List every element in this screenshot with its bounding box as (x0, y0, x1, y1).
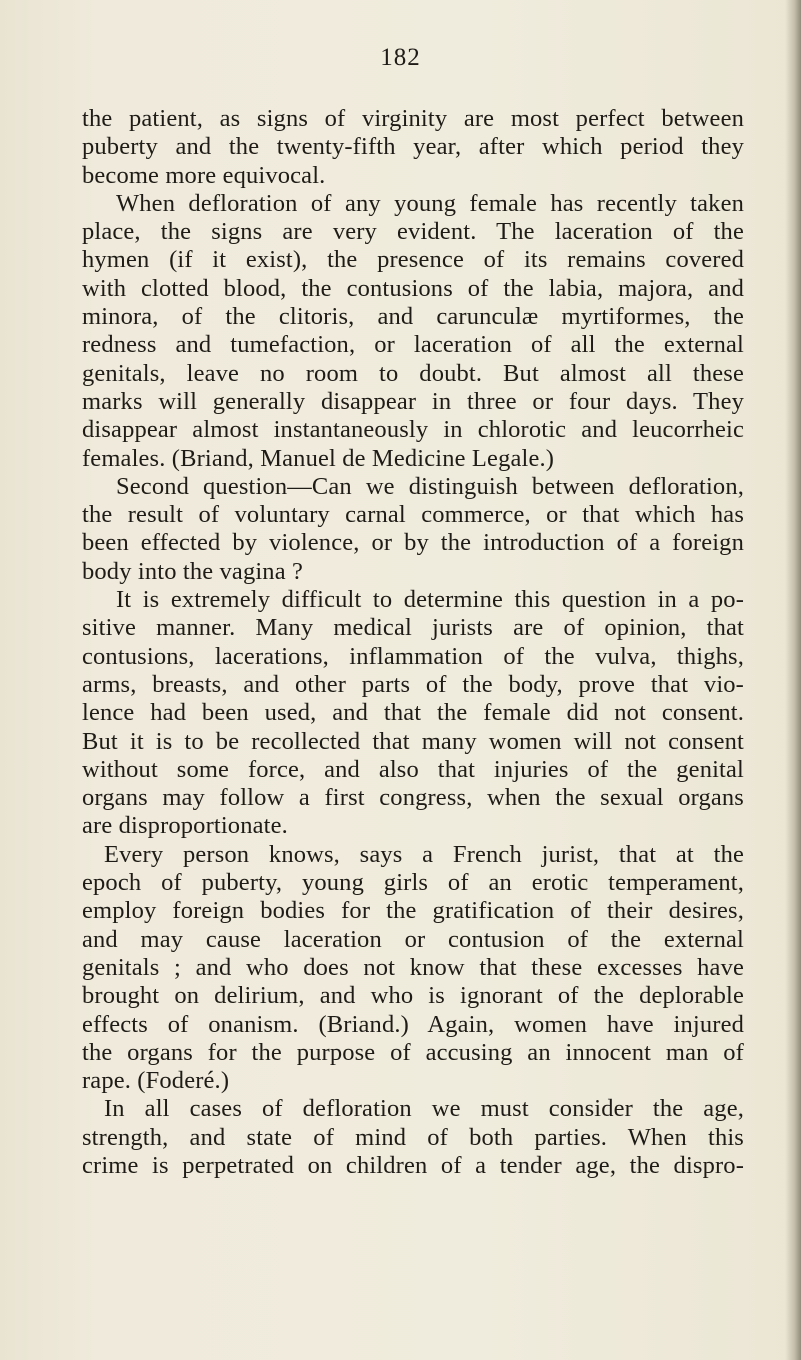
text-line: But it is to be recollected that many women will not consent (82, 727, 744, 755)
text-line: crime is perpetrated on children of a tender age, the dispro- (82, 1151, 744, 1179)
text-line: strength, and state of mind of both parties. When this (82, 1123, 744, 1151)
text-line: the result of voluntary carnal commerce, or that which has (82, 501, 744, 529)
text-line: minora, of the clitoris, and carunculæ myrtiformes, the (82, 303, 744, 331)
text-line: with clotted blood, the contusions of the labia, majora, and (82, 274, 744, 302)
text-line: contusions, lacerations, inflammation of the vulva, thighs, (82, 642, 744, 670)
text-line: genitals, leave no room to doubt. But almost all these (82, 359, 744, 387)
text-line: puberty and the twenty-fifth year, after which period they (82, 133, 744, 161)
text-line: In all cases of defloration we must consider the age, (104, 1095, 744, 1123)
text-line: genitals ; and who does not know that these excesses have (82, 953, 744, 981)
text-line: without some force, and also that injuries of the genital (82, 755, 744, 783)
text-line: females. (Briand, Manuel de Medicine Legale.) (82, 444, 555, 472)
text-line: the organs for the purpose of accusing an innocent man of (82, 1038, 744, 1066)
text-line: lence had been used, and that the female did not consent. (82, 699, 744, 727)
text-line: body into the vagina ? (82, 557, 304, 585)
text-line: epoch of puberty, young girls of an erotic temperament, (82, 869, 744, 897)
page-edge-shadow (785, 0, 801, 1360)
text-line: arms, breasts, and other parts of the body, prove that vio- (82, 670, 744, 698)
text-line: redness and tumefaction, or laceration of all the external (82, 331, 744, 359)
text-line: organs may follow a first congress, when the sexual organs (82, 784, 744, 812)
text-line: effects of onanism. (Briand.) Again, women have injured (82, 1010, 744, 1038)
text-line: brought on delirium, and who is ignorant of the deplorable (82, 982, 744, 1010)
text-line: When defloration of any young female has recently taken (116, 189, 744, 217)
text-line: the patient, as signs of virginity are most perfect between (82, 105, 744, 132)
text-line: marks will generally disappear in three or four days. They (82, 387, 744, 415)
text-line: employ foreign bodies for the gratification of their desires, (82, 897, 744, 925)
text-line: hymen (if it exist), the presence of its remains covered (82, 246, 744, 274)
text-line: Every person knows, says a French jurist, that at the (104, 840, 744, 868)
text-line: been effected by violence, or by the introduction of a foreign (82, 529, 744, 557)
text-line: are disproportionate. (82, 812, 288, 840)
text-line: become more equivocal. (82, 161, 326, 189)
body-text (82, 105, 744, 1180)
text-line: disappear almost instantaneously in chlorotic and leucorrheic (82, 416, 744, 444)
page-number: 182 (380, 44, 421, 71)
text-line: It is extremely difficult to determine this question in a po- (116, 586, 744, 614)
text-line: sitive manner. Many medical jurists are of opinion, that (82, 614, 744, 642)
text-line: place, the signs are very evident. The laceration of the (82, 218, 744, 246)
text-line: rape. (Foderé.) (82, 1067, 230, 1095)
text-line: Second question—Can we distinguish between defloration, (116, 472, 744, 500)
text-line: and may cause laceration or contusion of the external (82, 925, 744, 953)
